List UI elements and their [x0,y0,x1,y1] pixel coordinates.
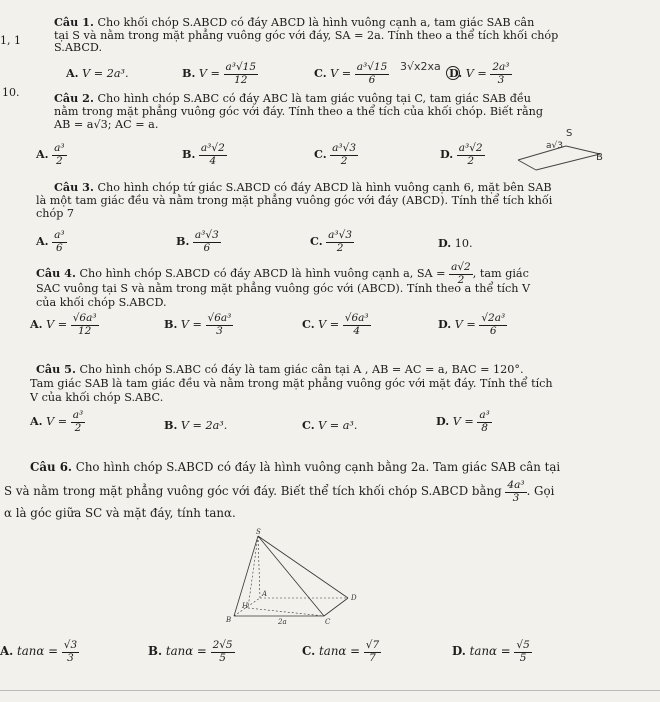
question-text: Cho khối chóp S.ABCD có đáy ABCD là hình vuông cạnh a, tam giác SAB cân [97,16,535,29]
question-text: SAC vuông tại S và nằm trong mặt phẳng vuông góc với (ABCD). Tính theo a thể tích V [36,282,531,295]
question-label: Câu 6. [30,460,73,474]
question-text: tại S và nằm trong mặt phẳng vuông góc với đáy, SA = 2a. Tính theo a thể tích khối chóp [54,29,559,42]
question-label: Câu 5. [36,362,76,376]
option-d: D. $\frac{\text{a³√2}}{2}$ [440,142,483,167]
question-text: nằm trong mặt phẳng vuông góc với đáy. Tính theo a thể tích của khối chóp. Biết rằng [54,105,544,118]
option-c: C. V = a³. [302,418,358,432]
question-label: Câu 3. [54,180,94,194]
question-text: α là góc giữa SC và mặt đáy, tính tanα. [4,506,236,520]
option-a: A. V = 2a³. [66,66,129,80]
option-b: B. V = 2a³. [164,418,228,432]
handwritten-label: a√3 [546,141,563,151]
label-2a: 2a [278,618,287,626]
option-b: B. $\frac{\text{a³√2}}{4}$ [182,142,225,167]
question-text: V của khối chóp S.ABC. [30,391,164,404]
edge-CD [324,598,348,616]
option-a: A. tanα = $\frac{√3}{3}$ [0,639,78,664]
question-text: chóp 7 [36,207,75,220]
option-d: D. tanα = $\frac{√5}{5}$ [452,639,530,664]
height-SH [248,536,258,608]
option-b: B. $\frac{\text{a³√3}}{6}$ [176,229,219,254]
question-text: Cho hình chóp S.ABC có đáy là tam giác cân tại A , AB = AC = a, BAC = 120°. [79,363,524,376]
label-A: A [262,590,268,598]
question-label: Câu 1. [54,15,94,29]
handwritten-label: B [596,152,603,163]
option-b: B. V = $\frac{\text{√6a³}}{3}$ [164,312,232,337]
question-text: là một tam giác đều và nằm trong mặt phẳng vuông góc với đáy (ABCD). Tính thể tích khối [36,194,553,207]
pyramid-figure [220,528,370,628]
label-B: B [226,616,232,624]
margin-mark: 1, 1 [0,34,21,47]
worksheet-page: 1, 1 10. Câu 1. Cho khối chóp S.ABCD có đáy ABCD là hình vuông cạnh a, tam giác SAB cân tại S và nằm trong mặt phẳng vuông góc với đáy, SA = 2a. Tính theo a thể tích khối chóp S.ABCD. A. V = 2a³. B. V = $\frac{\text{a³√15}}{12}$ C. V = $\frac{\text{a³√15}}{6}$ 3√x2xa D. V = $\frac{\text{2a³}}{3}$ Câu 2. Cho hình chóp S.ABC có đáy ABC là tam giác vuông tại C, tam giác SAB đều nằm trong mặt phẳng vuông góc với đáy. Tính theo a thể tích của khối chóp. Biết rằng AB = a√3; AC = a. A. $\frac{\text{a³}}{2}$ B. $\frac{\text{a³√2}}{4}$ C. $\frac{\text{a³√3}}{2}$ D. $\frac{\text{a³√2}}{2}$ S a√3 B Câu 3. Cho hình chóp tứ giác S.ABCD có đáy ABCD là hình vuông cạnh 6, mặt bên SAB là một tam giác đều và nằm trong mặt phẳng vuông góc với đáy (ABCD). Tính thể tích khối chóp 7 A. $\frac{\text{a³}}{6}$ B. $\frac{\text{a³√3}}{6}$ C. $\frac{\text{a³√3}}{2}$ D. 10. Câu 4. Cho hình chóp S.ABCD có đáy ABCD là hình vuông cạnh a, SA = $\frac{a√2}{2}$ , tam giác SAC vuông tại S và nằm trong mặt phẳng vuông góc với (ABCD). Tính theo a thể tích V của khối chóp S.ABCD. A. V = $\frac{\text{√6a³}}{12}$ B. V = $\frac{\text{√6a³}}{3}$ C. V = $\frac{\text{√6a³}}{4}$ D. V = $\frac{\text{√2a³}}{6}$ Câu 5. Cho hình chóp S.ABC có đáy là tam giác cân tại A , AB = AC = a, BAC = 120°. Tam giác SAB là tam giác đều và nằm trong mặt phẳng vuông góc với mặt đáy. Tính thể tích V của khối chóp S.ABC. A. V = $\frac{\text{a³}}{2}$ B. V = 2a³. C. V = a³. D. V = $\frac{\text{a³}}{8}$ Câu 6. Cho hình chóp S.ABCD có đáy là hình vuông cạnh bằng 2a. Tam giác SAB cân tại S và nằm trong mặt phẳng vuông góc với đáy. Biết thể tích khối chóp S.ABCD bằng $\frac{\text{4a³}}{3}$ . Gọi α là góc giữa SC và mặt đáy, tính tanα. S A D H B C 2a A. tanα = $\frac{√3}{3}$ B. tanα = $\frac{2√5}{5}$ C. tanα = $\frac{√7}{7}$ D. tanα = $\frac{√5}{5}$ [0,0,660,702]
option-a: A. $\frac{\text{a³}}{2}$ [36,142,65,167]
label-D: D [351,594,357,602]
question-text: S và nằm trong mặt phẳng vuông góc với đáy. Biết thể tích khối chóp S.ABCD bằng [4,484,502,499]
option-b: B. V = $\frac{\text{a³√15}}{12}$ [182,61,257,86]
label-H: H [242,602,249,610]
margin-mark: 10. [2,86,20,99]
option-c: C. $\frac{\text{a³√3}}{2}$ [310,229,353,254]
handwritten-sketch [500,124,630,174]
option-a: A. V = $\frac{\text{a³}}{2}$ [30,409,84,434]
option-d: D. 10. [438,236,473,250]
option-a: A. $\frac{\text{a³}}{6}$ [36,229,65,254]
option-c: C. V = $\frac{\text{a³√15}}{6}$ [314,61,388,86]
edge-SC [258,536,324,616]
bottom-rule [0,690,660,691]
option-d: D. V = $\frac{\text{√2a³}}{6}$ [438,312,506,337]
question-text: Cho hình chóp S.ABC có đáy ABC là tam giác vuông tại C, tam giác SAB đều [97,92,531,105]
option-b: B. tanα = $\frac{2√5}{5}$ [148,639,233,664]
label-S: S [256,528,261,536]
question-label: Câu 2. [54,91,94,105]
segment-HC [248,608,324,616]
edge-SD [258,536,348,598]
question-text: Cho hình chóp tứ giác S.ABCD có đáy ABCD là hình vuông cạnh 6, mặt bên SAB [97,181,552,194]
option-c: C. $\frac{\text{a³√3}}{2}$ [314,142,357,167]
question-text: Tam giác SAB là tam giác đều và nằm trong mặt phẳng vuông góc với mặt đáy. Tính thể tích [30,377,553,390]
question-text: Cho hình chóp S.ABCD có đáy là hình vuông cạnh bằng 2a. Tam giác SAB cân tại [75,460,561,474]
question-text: của khối chóp S.ABCD. [36,296,167,309]
option-a: A. V = $\frac{\text{√6a³}}{12}$ [30,312,97,337]
option-c: C. V = $\frac{\text{√6a³}}{4}$ [302,312,369,337]
question-text: Cho hình chóp S.ABCD có đáy ABCD là hình vuông cạnh a, SA = [79,267,446,281]
option-d: D. V = $\frac{\text{a³}}{8}$ [436,409,490,434]
handwritten-label: S [566,128,573,139]
edge-SA [258,536,260,598]
option-c: C. tanα = $\frac{√7}{7}$ [302,639,380,664]
question-text: AB = a√3; AC = a. [54,118,159,131]
handwritten-note: 3√x2xa [400,60,441,73]
option-d: D. V = $\frac{\text{2a³}}{3}$ [449,61,510,86]
question-label: Câu 4. [36,266,76,281]
label-C: C [325,618,331,626]
question-text: S.ABCD. [54,41,103,54]
